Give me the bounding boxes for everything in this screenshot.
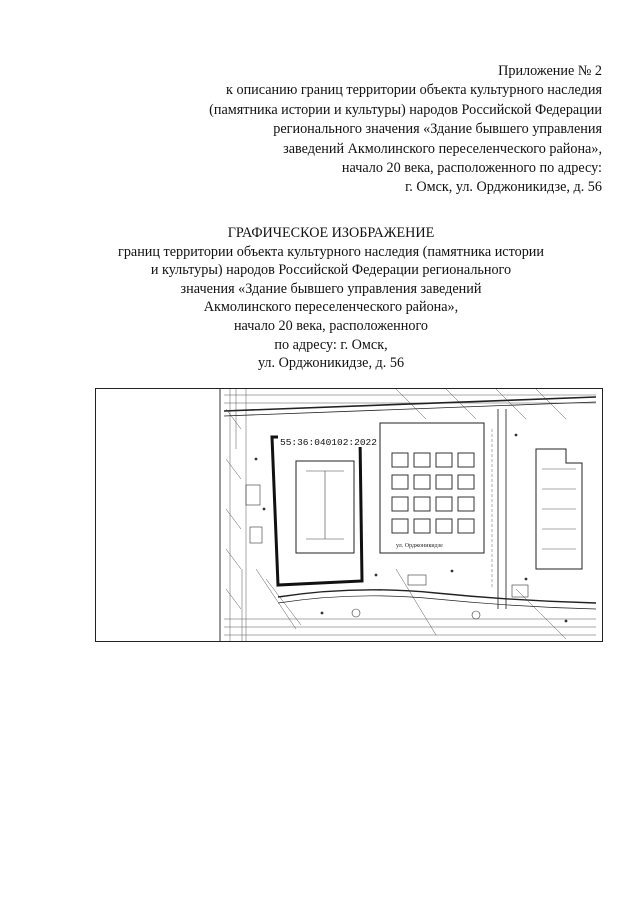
appendix-line: начало 20 века, расположенного по адресу: bbox=[341, 160, 602, 177]
appendix-line: (памятника истории и культуры) народов Российской Федерации bbox=[209, 101, 602, 118]
title-line: начало 20 века, расположенного bbox=[233, 317, 429, 334]
plan-texture bbox=[224, 389, 596, 641]
building-grid bbox=[392, 453, 474, 533]
site-plan-drawing bbox=[96, 389, 602, 641]
street-label: ул. Орджоникидзе bbox=[396, 543, 443, 549]
document-title bbox=[96, 224, 566, 373]
title-line: и культуры) народов Российской Федерации регионального bbox=[150, 262, 512, 279]
title-line: значения «Здание бывшего управления заведений bbox=[180, 280, 482, 297]
title-line: по адресу: г. Омск, bbox=[274, 336, 388, 353]
appendix-line: к описанию границ территории объекта культурного наследия bbox=[226, 82, 602, 99]
cadastral-number: 55:36:040102:2022 bbox=[280, 437, 377, 448]
site-plan-map bbox=[95, 388, 603, 642]
appendix-line: регионального значения «Здание бывшего управления bbox=[273, 121, 602, 138]
title-heading: ГРАФИЧЕСКОЕ ИЗОБРАЖЕНИЕ bbox=[227, 225, 435, 241]
appendix-line: заведений Акмолинского переселенческого района», bbox=[283, 140, 602, 157]
appendix-line: Приложение № 2 bbox=[498, 63, 602, 79]
title-line: Акмолинского переселенческого района», bbox=[203, 299, 459, 316]
appendix-header bbox=[209, 62, 602, 198]
title-line: ул. Орджоникидзе, д. 56 bbox=[257, 355, 405, 372]
appendix-line: г. Омск, ул. Орджоникидзе, д. 56 bbox=[405, 179, 602, 196]
title-line: границ территории объекта культурного наследия (памятника истории bbox=[118, 243, 544, 260]
territory-boundary bbox=[272, 437, 362, 585]
